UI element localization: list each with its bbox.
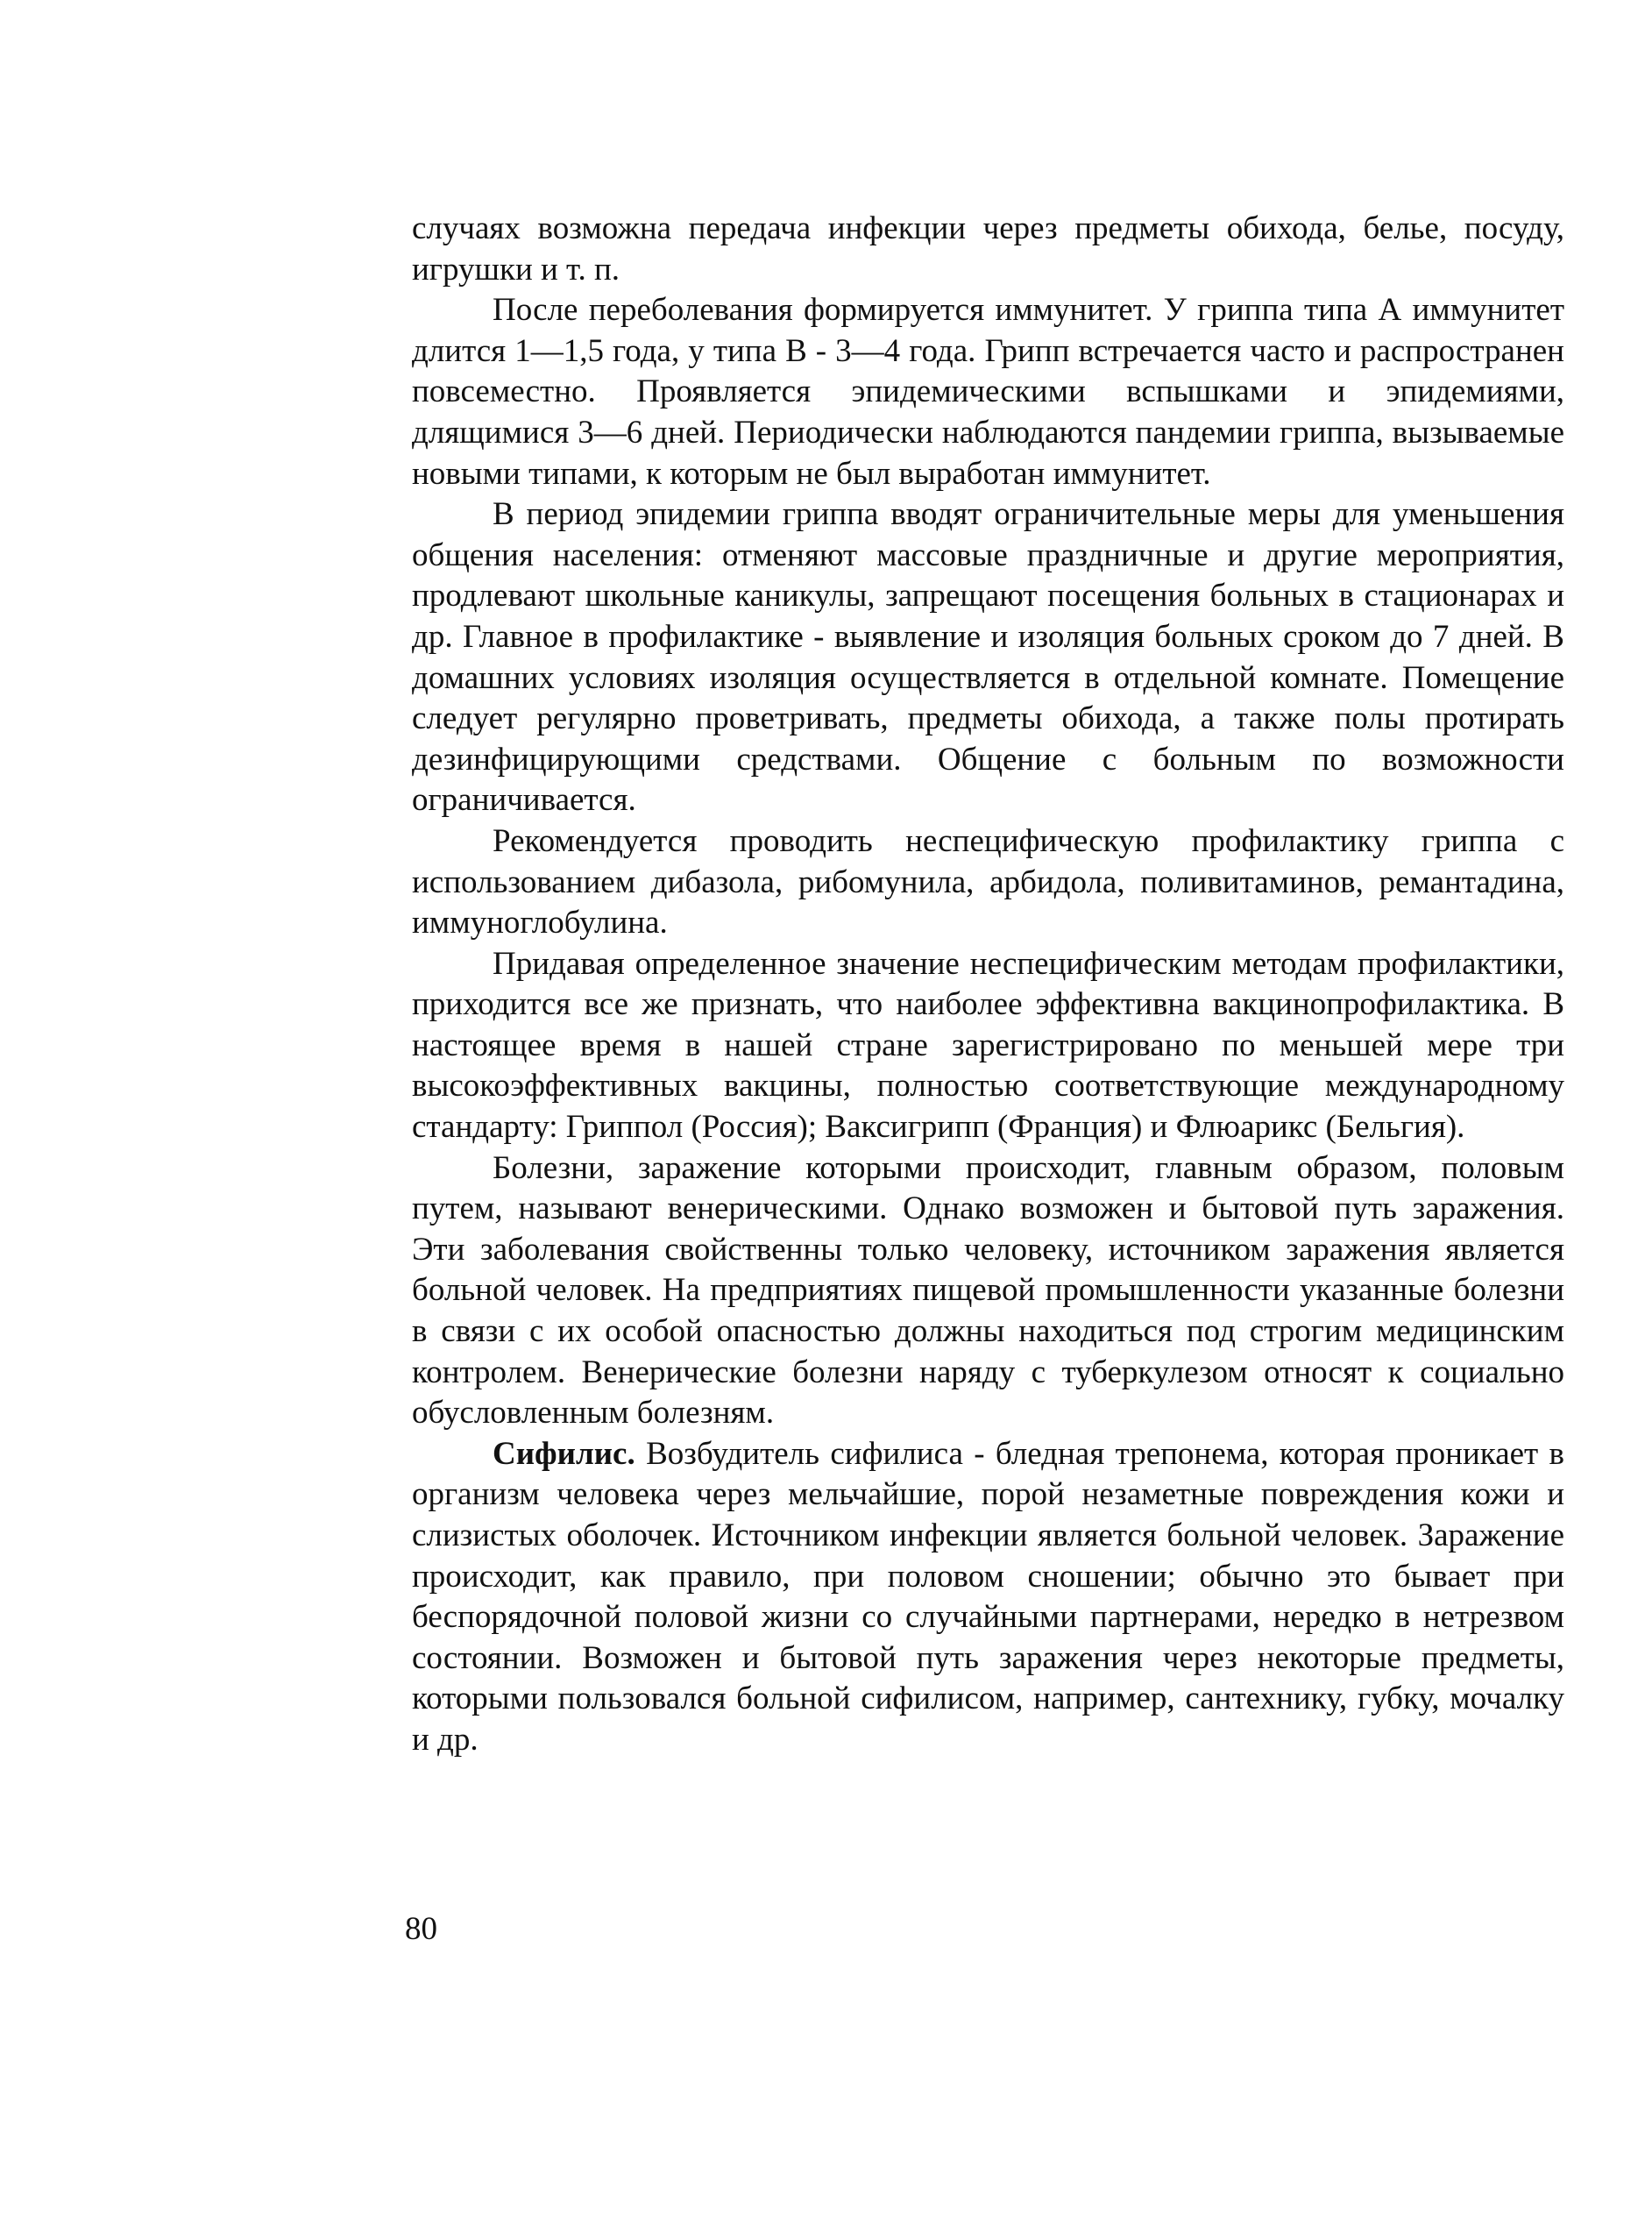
page-body xyxy=(412,209,1564,1761)
paragraph-venereal-diseases: Болезни, заражение которыми происходит, главным образом, половым путем, называют венерическими. Однако возможен и бытовой путь заражения. Эти заболевания свойственны только человеку, источником заражения является больной человек. На предприятиях пищевой промышленности указанные болезни в связи с их особой опасностью должны находиться под строгим медицинским контролем. Венерические болезни наряду с туберкулезом относят к социально обусловленным болезням. xyxy=(412,1149,1564,1432)
paragraph-vaccination: Придавая определенное значение неспецифическим методам профилактики, приходится все же признать, что наиболее эффективна вакцинопрофилактика. В настоящее время в нашей стране зарегистрировано по меньшей мере три высокоэффективных вакцины, полностью соответствующие международному стандарту: Гриппол (Россия); Ваксигрипп (Франция) и Флюарикс (Бельгия). xyxy=(412,945,1564,1146)
paragraph-nonspecific-prophylaxis: Рекомендуется проводить неспецифическую профилактику гриппа с использованием дибазола, рибомунила, арбидола, поливитаминов, ремантадина, иммуноглобулина. xyxy=(412,822,1564,941)
paragraph-continuation: случаях возможна передача инфекции через предметы обихода, белье, посуду, игрушки и т. п. xyxy=(412,210,1564,288)
syphilis-heading: Сифилис. xyxy=(493,1435,635,1472)
paragraph-syphilis xyxy=(412,1434,1564,1761)
syphilis-text: Возбудитель сифилиса - бледная трепонема, которая проникает в организм человека через мельчайшие, порой незаметные повреждения кожи и слизистых оболочек. Источником инфекции является больной человек. Заражение происходит, как правило, при половом сношении; обычно это бывает при беспорядочной половой жизни со случайными партнерами, нередко в нетрезвом состоянии. Возможен и бытовой путь заражения через некоторые предметы, которыми пользовался больной сифилисом, например, сантехнику, губку, мочалку и др. xyxy=(412,1435,1565,1758)
page-number: 80 xyxy=(405,1911,437,1947)
paragraph-immunity: После переболевания формируется иммунитет. У гриппа типа А иммунитет длится 1—1,5 года, у типа В - 3—4 года. Грипп встречается часто и распространен повсеместно. Проявляется эпидемическими вспышками и эпидемиями, длящимися 3—6 дней. Периодически наблюдаются пандемии гриппа, вызываемые новыми типами, к которым не был выработан иммунитет. xyxy=(412,292,1564,492)
paragraph-epidemic-measures: В период эпидемии гриппа вводят ограничительные меры для уменьшения общения населения: отменяют массовые праздничные и другие мероприятия, продлевают школьные каникулы, запрещают посещения больных в стационарах и др. Главное в профилактике - выявление и изоляция больных сроком до 7 дней. В домашних условиях изоляция осуществляется в отдельной комнате. Помещение следует регулярно проветривать, предметы обихода, а также полы протирать дезинфицирующими средствами. Общение с больным по возможности ограничивается. xyxy=(412,496,1564,819)
